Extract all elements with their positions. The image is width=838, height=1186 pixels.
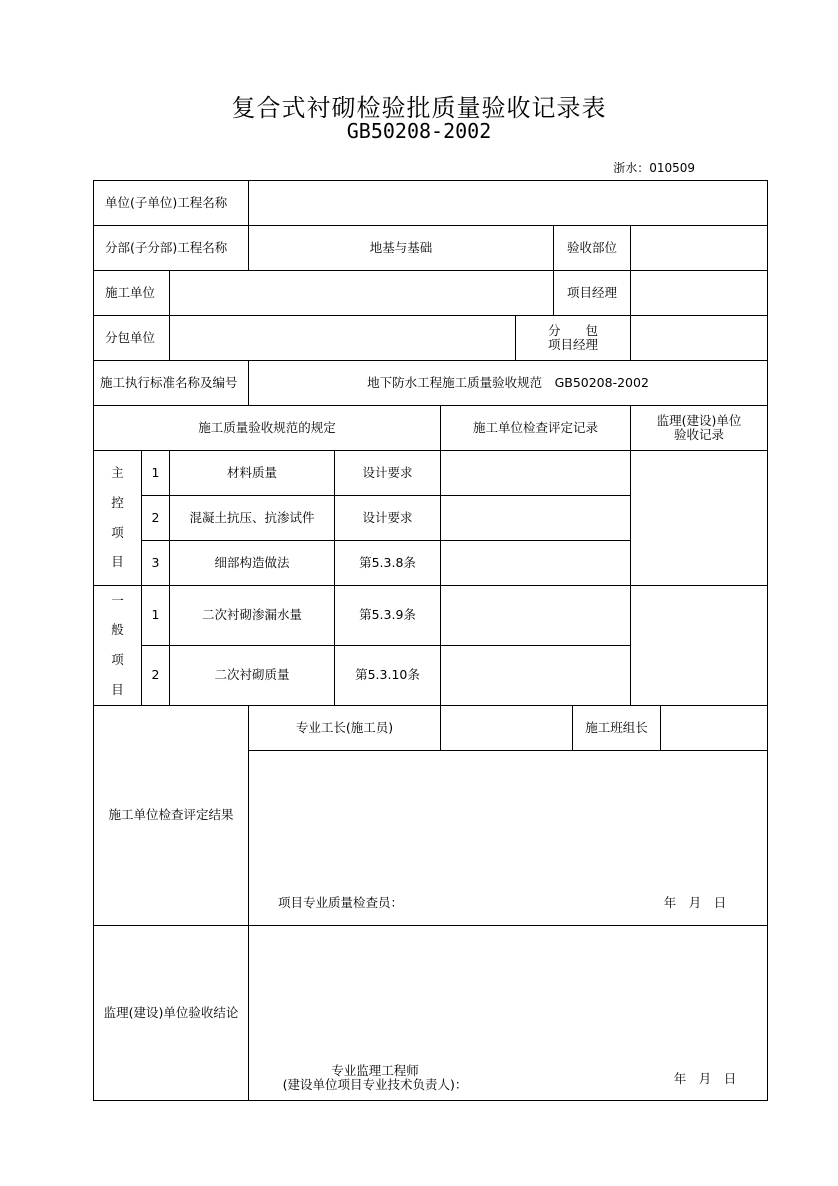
conclusion-content[interactable] (249, 926, 767, 1056)
engineer-label-line2: (建设单位项目专业技术负责人)： (282, 1077, 468, 1092)
main-item-no: 3 (151, 554, 160, 570)
general-item-name: 二次衬砌质量 (214, 667, 290, 683)
sub-pm-value[interactable] (631, 315, 767, 360)
conclusion-label: 监理(建设)单位验收结论 (103, 1004, 239, 1020)
main-items-group-label (94, 450, 141, 585)
doc-number: 浙水：010509 (613, 161, 695, 175)
contractor-label: 施工单位 (105, 284, 156, 300)
contractor-record-header: 施工单位检查评定记录 (472, 419, 598, 435)
team-leader-label: 施工班组长 (585, 719, 648, 735)
sub-project-label: 分部(子分部)工程名称 (105, 239, 228, 255)
engineer-label (270, 1062, 480, 1094)
pm-value[interactable] (631, 270, 767, 315)
general-items-char-1: 一 (111, 592, 124, 608)
foreman-label: 专业工长(施工员) (295, 719, 394, 735)
sub-pm-label (516, 315, 630, 360)
sub-project-value[interactable]: 地基与基础 (369, 239, 433, 255)
main-items-char-1: 主 (111, 465, 124, 480)
general-item-requirement: 第5.3.9条 (359, 607, 416, 623)
accept-part-label: 验收部位 (566, 239, 617, 255)
standard-label: 施工执行标准名称及编号 (100, 374, 238, 390)
supervisor-record-header (631, 405, 767, 450)
main-item-requirement: 设计要求 (362, 509, 413, 525)
supervisor-record-header-line2: 验收记录 (673, 426, 724, 442)
general-item-requirement: 第5.3.10条 (355, 667, 420, 683)
main-item-requirement: 第5.3.8条 (359, 554, 416, 570)
main-item-name: 混凝土抗压、抗渗试件 (189, 509, 315, 525)
subcontractor-label: 分包单位 (105, 329, 156, 345)
general-item-record[interactable] (441, 645, 630, 705)
general-items-group-label (94, 585, 141, 705)
main-items-supervisor-record[interactable] (631, 450, 767, 585)
main-item-requirement: 设计要求 (362, 464, 413, 480)
general-item-record[interactable] (441, 585, 630, 645)
main-item-record[interactable] (441, 495, 630, 540)
main-items-char-4: 目 (111, 554, 124, 570)
result-label: 施工单位检查评定结果 (108, 807, 234, 823)
general-item-no: 1 (151, 607, 160, 623)
main-items-char-2: 控 (111, 494, 124, 510)
main-item-no: 2 (151, 509, 160, 525)
main-items-char-3: 项 (111, 524, 124, 540)
sub-pm-label-line2: 项目经理 (547, 336, 598, 352)
main-item-name: 材料质量 (226, 464, 277, 480)
general-items-char-3: 项 (111, 652, 124, 667)
unit-project-value[interactable] (249, 180, 767, 225)
general-items-char-4: 目 (111, 681, 124, 697)
standard-value: 地下防水工程施工质量验收规范 GB50208-2002 (367, 374, 649, 390)
conclusion-date: 年 月 日 (673, 1071, 737, 1087)
result-date: 年 月 日 (663, 895, 727, 911)
inspector-label: 项目专业质量检查员： (278, 895, 404, 911)
main-item-record[interactable] (441, 450, 630, 495)
main-item-record[interactable] (441, 540, 630, 585)
standard-code: GB50208-2002 (346, 119, 492, 143)
spec-column-header: 施工质量验收规范的规定 (198, 419, 336, 435)
subcontractor-value[interactable] (170, 315, 515, 360)
general-items-supervisor-record[interactable] (631, 585, 767, 705)
main-item-name: 细部构造做法 (214, 554, 290, 570)
unit-project-label: 单位(子单位)工程名称 (105, 194, 228, 210)
sub-pm-label-line1: 分 包 (547, 322, 598, 338)
main-item-no: 1 (151, 464, 160, 480)
supervisor-record-header-line1: 监理(建设)单位 (656, 412, 742, 428)
contractor-value[interactable] (170, 270, 553, 315)
team-leader-value[interactable] (661, 705, 767, 750)
general-item-no: 2 (151, 667, 160, 683)
general-items-char-2: 般 (111, 622, 124, 638)
page-title: 复合式衬砌检验批质量验收记录表 (231, 94, 607, 122)
engineer-label-line1: 专业监理工程师 (331, 1063, 419, 1079)
accept-part-value[interactable] (631, 225, 767, 270)
general-item-name: 二次衬砌渗漏水量 (201, 607, 302, 623)
foreman-value[interactable] (441, 705, 572, 750)
result-content[interactable] (249, 751, 767, 881)
pm-label: 项目经理 (566, 284, 617, 300)
